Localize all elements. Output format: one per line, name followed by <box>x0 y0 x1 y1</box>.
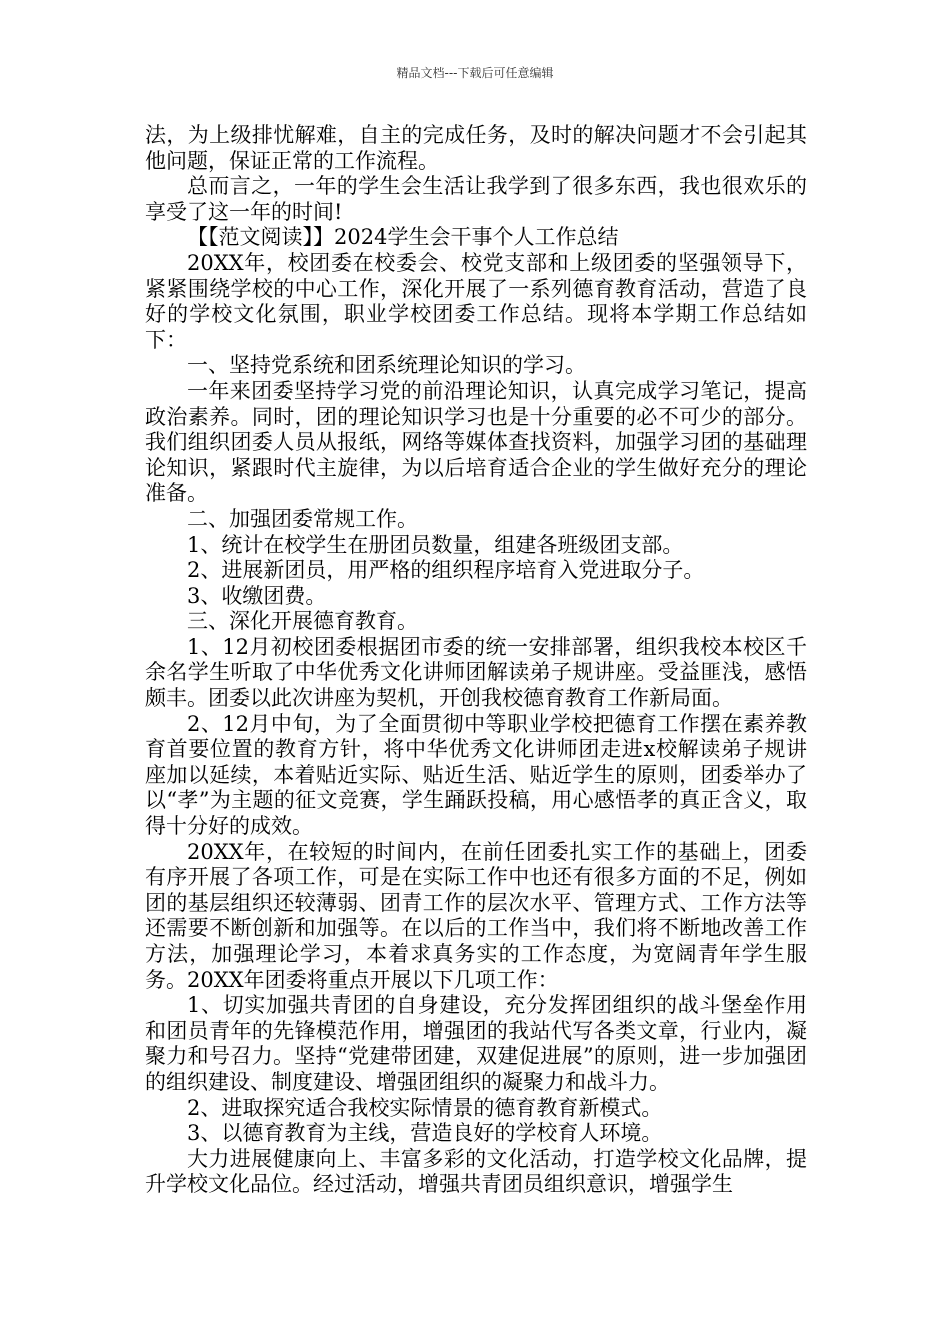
paragraph: 一年来团委坚持学习党的前沿理论知识，认真完成学习笔记，提高政治素养。同时，团的理论知识学习也是十分重要的必不可少的部分。我们组织团委人员从报纸，网络等媒体查找资料，加强学习团的基础理论知识，紧跟时代主旋律，为以后培育适合企业的学生做好充分的理论准备。 <box>145 378 807 506</box>
heading: 二、加强团委常规工作。 <box>187 506 418 531</box>
heading: 一、坚持党系统和团系统理论知识的学习。 <box>187 353 586 378</box>
document-body <box>145 123 807 1198</box>
paragraph: 2、12月中旬，为了全面贯彻中等职业学校把德育工作摆在素养教育首要位置的教育方针，将中华优秀文化讲师团走进x校解读弟子规讲座加以延续，本着贴近实际、贴近生活、贴近学生的原则，团委举办了以“孝”为主题的征文竞赛，学生踊跃投稿，用心感悟孝的真正含义，取得十分好的成效。 <box>145 711 807 839</box>
heading: 三、深化开展德育教育。 <box>187 609 418 634</box>
paragraph: 总而言之，一年的学生会生活让我学到了很多东西，我也很欢乐的享受了这一年的时间! <box>145 174 807 224</box>
list-item: 2、进展新团员，用严格的组织程序培育入党进取分子。 <box>187 558 705 583</box>
section-title: 【【范文阅读】】2024学生会干事个人工作总结 <box>187 225 619 250</box>
list-item: 2、进取探究适合我校实际情景的德育教育新模式。 <box>187 1095 663 1120</box>
paragraph: 1、切实加强共青团的自身建设，充分发挥团组织的战斗堡垒作用和团员青年的先锋模范作用，增强团的我站代写各类文章，行业内，凝聚力和号召力。坚持“党建带团建，双建促进展”的原则，进一步加强团的组织建设、制度建设、增强团组织的凝聚力和战斗力。 <box>145 993 807 1094</box>
list-item: 1、统计在校学生在册团员数量，组建各班级团支部。 <box>187 532 684 557</box>
paragraph: 20XX年，校团委在校委会、校党支部和上级团委的坚强领导下，紧紧围绕学校的中心工作，深化开展了一系列德育教育活动，营造了良好的学校文化氛围，职业学校团委工作总结。现将本学期工作总结如下： <box>145 250 807 352</box>
paragraph: 20XX年，在较短的时间内，在前任团委扎实工作的基础上，团委有序开展了各项工作，可是在实际工作中也还有很多方面的不足，例如团的基层组织还较薄弱、团青工作的层次水平、管理方式、工作方法等还需要不断创新和加强等。在以后的工作当中，我们将不断地改善工作方法，加强理论学习，本着求真务实的工作态度，为宽阔青年学生服务。20XX年团委将重点开展以下几项工作： <box>145 839 807 992</box>
paragraph: 法，为上级排忧解难，自主的完成任务，及时的解决问题才不会引起其他问题，保证正常的工作流程。 <box>145 123 807 173</box>
list-item: 3、收缴团费。 <box>187 583 327 608</box>
page-header: 精品文档---下载后可任意编辑 <box>396 66 554 80</box>
paragraph: 大力进展健康向上、丰富多彩的文化活动，打造学校文化品牌，提升学校文化品位。经过活动，增强共青团员组织意识，增强学生 <box>145 1146 807 1197</box>
paragraph: 1、12月初校团委根据团市委的统一安排部署，组织我校本校区千余名学生听取了中华优秀文化讲师团解读弟子规讲座。受益匪浅，感悟颇丰。团委以此次讲座为契机，开创我校德育教育工作新局面。 <box>145 634 807 711</box>
list-item: 3、以德育教育为主线，营造良好的学校育人环境。 <box>187 1121 663 1146</box>
